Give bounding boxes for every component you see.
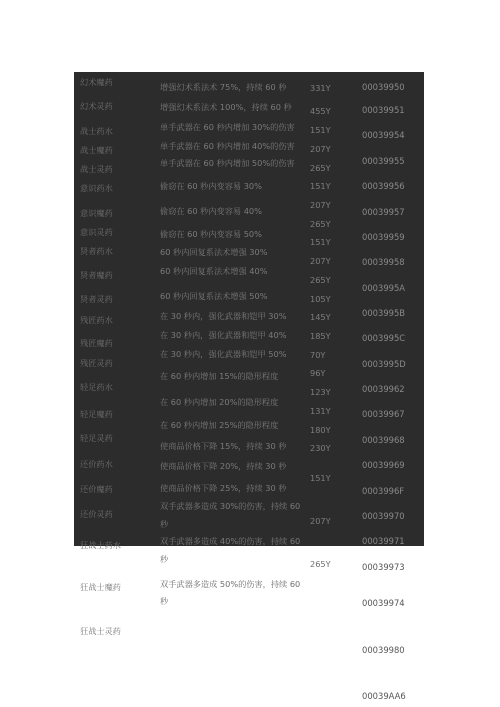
potion-name: 残匠魔药 — [80, 338, 113, 348]
potion-effect: 单手武器在 60 秒内增加 50%的伤害 — [160, 158, 295, 168]
item-code: 00039967 — [362, 409, 405, 419]
item-code: 0003995C — [362, 333, 406, 343]
potion-effect: 在 30 秒内，强化武器和铠甲 40% — [160, 330, 287, 340]
potion-price: 145Y — [310, 312, 331, 322]
potion-price: 70Y — [310, 350, 326, 360]
potion-price: 151Y — [310, 473, 331, 483]
potion-effect: 使商品价格下降 20%，持续 30 秒 — [160, 461, 287, 471]
potion-price: 96Y — [310, 368, 326, 378]
potion-price: 207Y — [310, 516, 331, 526]
potion-price: 151Y — [310, 237, 331, 247]
potion-effect: 60 秒内回复系法术增强 40% — [160, 266, 268, 276]
potion-price: 455Y — [310, 106, 331, 116]
potion-name: 狂战士灵药 — [80, 626, 121, 636]
item-code: 0003996F — [362, 486, 405, 496]
potion-name: 残匠灵药 — [80, 358, 113, 368]
item-code: 00039955 — [362, 156, 405, 166]
potion-effect: 秒 — [160, 519, 169, 529]
item-code: 00039957 — [362, 207, 405, 217]
item-code: 00039954 — [362, 130, 405, 140]
potion-name: 战士药水 — [80, 126, 113, 136]
potion-effect: 秒 — [160, 554, 169, 564]
item-code: 0003995B — [362, 308, 406, 318]
potion-name: 贤者药水 — [80, 246, 113, 256]
potion-price: 185Y — [310, 331, 331, 341]
potion-name: 贤者灵药 — [80, 294, 113, 304]
potion-effect: 在 60 秒内增加 20%的隐形程度 — [160, 397, 279, 407]
potion-name: 战士魔药 — [80, 145, 113, 155]
potion-price: 265Y — [310, 275, 331, 285]
item-code: 00039971 — [362, 536, 405, 546]
potion-price: 331Y — [310, 83, 331, 93]
item-code: 00039970 — [362, 511, 405, 521]
potion-name: 还价魔药 — [80, 484, 113, 494]
potion-name: 轻足魔药 — [80, 409, 113, 419]
potion-name: 意识灵药 — [80, 227, 113, 237]
potion-effect: 在 60 秒内增加 25%的隐形程度 — [160, 420, 279, 430]
potion-name: 残匠药水 — [80, 315, 113, 325]
potion-name: 轻足药水 — [80, 382, 113, 392]
potion-effect: 增强幻术系法术 100%，持续 60 秒 — [160, 102, 292, 112]
potion-effect: 使商品价格下降 25%，持续 30 秒 — [160, 483, 287, 493]
potion-effect: 单手武器在 60 秒内增加 40%的伤害 — [160, 141, 295, 151]
potion-effect: 在 30 秒内，强化武器和铠甲 50% — [160, 349, 287, 359]
potion-effect: 在 60 秒内增加 15%的隐形程度 — [160, 371, 279, 381]
potion-price: 151Y — [310, 125, 331, 135]
potion-price: 207Y — [310, 256, 331, 266]
potion-effect: 双手武器多造成 30%的伤害，持续 60 — [160, 501, 301, 511]
item-code: 0003995A — [362, 283, 406, 293]
potion-effect: 双手武器多造成 40%的伤害，持续 60 — [160, 536, 301, 546]
item-code: 00039980 — [362, 645, 405, 655]
potion-effect: 偷窃在 60 秒内变容易 50% — [160, 229, 262, 239]
potion-price: 180Y — [310, 425, 331, 435]
potion-name: 战士灵药 — [80, 164, 113, 174]
item-code: 00039951 — [362, 105, 405, 115]
item-code: 00039973 — [362, 562, 405, 572]
potion-name: 轻足灵药 — [80, 433, 113, 443]
potion-price: 230Y — [310, 443, 331, 453]
potion-name: 意识药水 — [80, 183, 113, 193]
potion-price: 131Y — [310, 406, 331, 416]
potion-price: 207Y — [310, 200, 331, 210]
potion-price: 151Y — [310, 181, 331, 191]
potion-effect: 偷窃在 60 秒内变容易 30% — [160, 181, 262, 191]
potion-effect: 偷窃在 60 秒内变容易 40% — [160, 206, 262, 216]
potion-effect: 单手武器在 60 秒内增加 30%的伤害 — [160, 122, 295, 132]
potion-name: 意识魔药 — [80, 208, 113, 218]
potion-effect: 60 秒内回复系法术增强 50% — [160, 291, 268, 301]
item-code: 00039974 — [362, 598, 405, 608]
item-code: 00039AA6 — [362, 691, 406, 701]
potion-effect: 使商品价格下降 15%，持续 30 秒 — [160, 441, 287, 451]
item-code: 00039958 — [362, 257, 405, 267]
potion-name: 幻术魔药 — [80, 77, 113, 87]
potion-price: 265Y — [310, 559, 331, 569]
potion-price: 123Y — [310, 387, 331, 397]
potion-name: 贤者魔药 — [80, 270, 113, 280]
item-code: 00039969 — [362, 460, 405, 470]
potion-price: 105Y — [310, 294, 331, 304]
item-code: 00039950 — [362, 82, 405, 92]
item-code: 00039956 — [362, 181, 405, 191]
potion-effect: 秒 — [160, 596, 169, 606]
item-code: 00039959 — [362, 232, 405, 242]
potion-price: 207Y — [310, 144, 331, 154]
item-code: 00039968 — [362, 435, 405, 445]
potion-effect: 在 30 秒内，强化武器和铠甲 30% — [160, 311, 287, 321]
potion-name: 还价药水 — [80, 459, 113, 469]
item-code: 0003995D — [362, 359, 406, 369]
potion-name: 幻术灵药 — [80, 101, 113, 111]
potion-name: 还价灵药 — [80, 509, 113, 519]
potion-name: 狂战士魔药 — [80, 582, 121, 592]
potion-price: 265Y — [310, 219, 331, 229]
item-code: 00039962 — [362, 384, 405, 394]
potion-price: 265Y — [310, 163, 331, 173]
potion-effect: 60 秒内回复系法术增强 30% — [160, 247, 268, 257]
potion-name: 狂战士药水 — [80, 540, 121, 550]
potion-effect: 双手武器多造成 50%的伤害，持续 60 — [160, 579, 301, 589]
potion-effect: 增强幻术系法术 75%，持续 60 秒 — [160, 82, 287, 92]
